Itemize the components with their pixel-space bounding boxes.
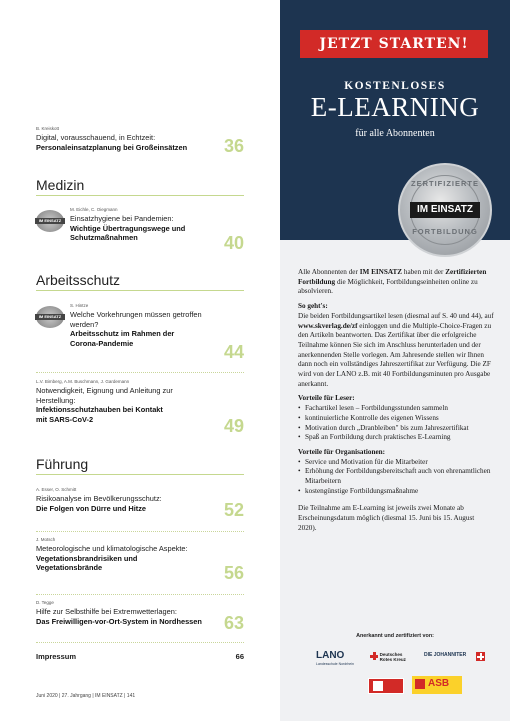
howto-heading: So geht's: bbox=[298, 302, 328, 311]
entry-title: Digital, vorausschauend, in Echtzeit: bbox=[36, 133, 156, 142]
list-item: • Fachartikel lesen – Fortbildungsstunden sammeln bbox=[298, 404, 494, 414]
section-heading: Medizin bbox=[36, 177, 244, 196]
entry-title: Welche Vorkehrungen müssen getroffen werden? bbox=[70, 310, 202, 329]
authors: M. Eichle, C. Oiegmann bbox=[70, 207, 118, 212]
reader-benefits-list bbox=[298, 404, 494, 443]
closing-paragraph: Die Teilnahme am E-Learning ist jeweils zwei Monate ab Erscheinungsdatum möglich (diesmal 15. Juni bis 15. August 2020). bbox=[298, 504, 475, 532]
section-heading: Arbeitsschutz bbox=[36, 272, 244, 291]
authors: L.V. Bimberg, A.M. Buschmann, J. Gardemann bbox=[36, 379, 130, 384]
entry-title: Risikoanalyse im Bevölkerungsschutz: bbox=[36, 494, 162, 503]
entry-title: Einsatzhygiene bei Pandemien: bbox=[70, 214, 174, 223]
list-item: • kontinuierliche Kontrolle des eigenen Wissens bbox=[298, 414, 494, 424]
toc-entry-impressum[interactable] bbox=[36, 652, 244, 661]
page-number: 40 bbox=[223, 233, 244, 253]
list-item: • Motivation durch „Dranbleiben" bis zum Jahreszertifikat bbox=[298, 424, 494, 434]
lano-logo: LANO Landesschule Nordrhein bbox=[316, 650, 354, 666]
page-number: 44 bbox=[223, 342, 244, 362]
entry-title: Meteorologische und klimatologische Aspekte: bbox=[36, 544, 188, 553]
drk-logo: Deutsches Rotes Kreuz bbox=[370, 652, 418, 663]
entry-subtitle: Die Folgen von Dürre und Hitze bbox=[36, 503, 147, 513]
entry-subtitle: Vegetationsbrandrisiken und Vegetationsbrände bbox=[36, 553, 138, 573]
authors: A. Esser, O. Schmitt bbox=[36, 487, 77, 492]
divider bbox=[36, 642, 244, 643]
toc-entry[interactable] bbox=[36, 600, 246, 626]
list-item: • Service und Motivation für die Mitarbeiter bbox=[298, 458, 494, 468]
toc-entry[interactable] bbox=[36, 126, 246, 152]
toc-entry[interactable] bbox=[36, 487, 246, 513]
entry-title: Notwendigkeit, Eignung und Anleitung zur Herstellung: bbox=[36, 386, 173, 405]
partner-logos bbox=[316, 648, 496, 708]
ad-subline: für alle Abonnenten bbox=[355, 128, 435, 139]
intro-paragraph: Alle Abonnenten der IM EINSATZ haben mit der Zertifizierten Fortbildung die Möglichkeit, Fortbildungseinheiten online zu absolvieren. bbox=[298, 268, 487, 296]
im-einsatz-logo: IM EINSATZ bbox=[36, 210, 64, 232]
bvfd-logo bbox=[368, 678, 404, 694]
authors: D. Tegge bbox=[36, 600, 54, 605]
ad-kicker: KOSTENLOSES bbox=[344, 80, 446, 92]
entry-subtitle: Arbeitsschutz im Rahmen der Corona-Pandemie bbox=[70, 329, 175, 348]
johanniter-logo: DIE JOHANNITER bbox=[424, 652, 467, 658]
page-number: 56 bbox=[223, 563, 244, 583]
entry-subtitle: Personaleinsatzplanung bei Großeinsätzen bbox=[36, 142, 188, 152]
entry-title: Impressum bbox=[36, 652, 77, 661]
start-button[interactable]: JETZT STARTEN! bbox=[300, 30, 488, 58]
reader-benefits-heading: Vorteile für Leser: bbox=[298, 394, 355, 403]
johanniter-cross-icon bbox=[476, 652, 485, 661]
page-number: 49 bbox=[223, 416, 244, 436]
im-einsatz-logo: IM EINSATZ bbox=[36, 306, 64, 328]
org-benefits-heading: Vorteile für Organisationen: bbox=[298, 447, 386, 456]
entry-subtitle: Das Freiwilligen-vor-Ort-System in Nordhessen bbox=[36, 616, 202, 626]
ad-body bbox=[298, 268, 494, 539]
divider bbox=[36, 594, 244, 595]
toc-entry[interactable] bbox=[36, 379, 246, 424]
authors: S. Hintze bbox=[70, 303, 89, 308]
authors: J. Motsch bbox=[36, 537, 56, 542]
org-benefits-list bbox=[298, 458, 494, 497]
list-item: • Erhöhung der Fortbildungsbereitschaft auch von ehrenamtlichen Mitarbeitern bbox=[298, 467, 494, 486]
asb-logo: ASB bbox=[412, 676, 462, 694]
page-number: 36 bbox=[223, 136, 244, 156]
certified-by-label: Anerkannt und zertifiziert von: bbox=[356, 633, 434, 639]
page-footer: Juni 2020 | 27. Jahrgang | IM EINSATZ | 141 bbox=[36, 693, 136, 699]
page-number: 52 bbox=[223, 500, 244, 520]
entry-subtitle: Infektionsschutzhauben bei Kontakt mit SARS-CoV-2 bbox=[36, 405, 163, 424]
authors: B. Kreiskott bbox=[36, 126, 60, 131]
ad-headline: E-LEARNING bbox=[310, 92, 480, 122]
divider bbox=[36, 372, 244, 373]
page-number: 63 bbox=[223, 613, 244, 633]
list-item: • kostengünstige Fortbildungsmaßnahme bbox=[298, 487, 494, 497]
howto-paragraph: Die beiden Fortbildungsartikel lesen (diesmal auf S. 40 und 44), auf www.skverlag.de/zf einloggen und die Multiple-Choice-Fragen zu den Artikeln beantworten. Das Zertifikat über die erfolgreiche Teilnahme können Sie sich im Anschluss herunterladen und der anerkennenden Stelle vorlegen. Am Jahresende stellen wir Ihnen dann noch ein vollständiges Jahreszertifikat zur Verfügung. Die ZF wird von der LANO z.B. mit 40 Fortbildungsminuten pro Ausgabe anerkannt. bbox=[298, 311, 494, 388]
page-number: 66 bbox=[235, 652, 244, 661]
entry-subtitle: Wichtige Übertragungswege und Schutzmaßnahmen bbox=[70, 223, 186, 243]
elearning-ad bbox=[280, 0, 510, 721]
divider bbox=[36, 531, 244, 532]
certification-seal-icon: ZERTIFIZIERTE IM EINSATZ FORTBILDUNG bbox=[398, 163, 492, 257]
red-cross-icon bbox=[370, 652, 378, 660]
entry-title: Hilfe zur Selbsthilfe bei Extremwetterlagen: bbox=[36, 607, 177, 616]
list-item: • Spaß an Fortbildung durch praktisches E-Learning bbox=[298, 433, 494, 443]
toc-entry[interactable] bbox=[36, 537, 246, 573]
website-link[interactable]: www.skverlag.de/zf bbox=[298, 321, 358, 330]
section-heading: Führung bbox=[36, 456, 244, 475]
